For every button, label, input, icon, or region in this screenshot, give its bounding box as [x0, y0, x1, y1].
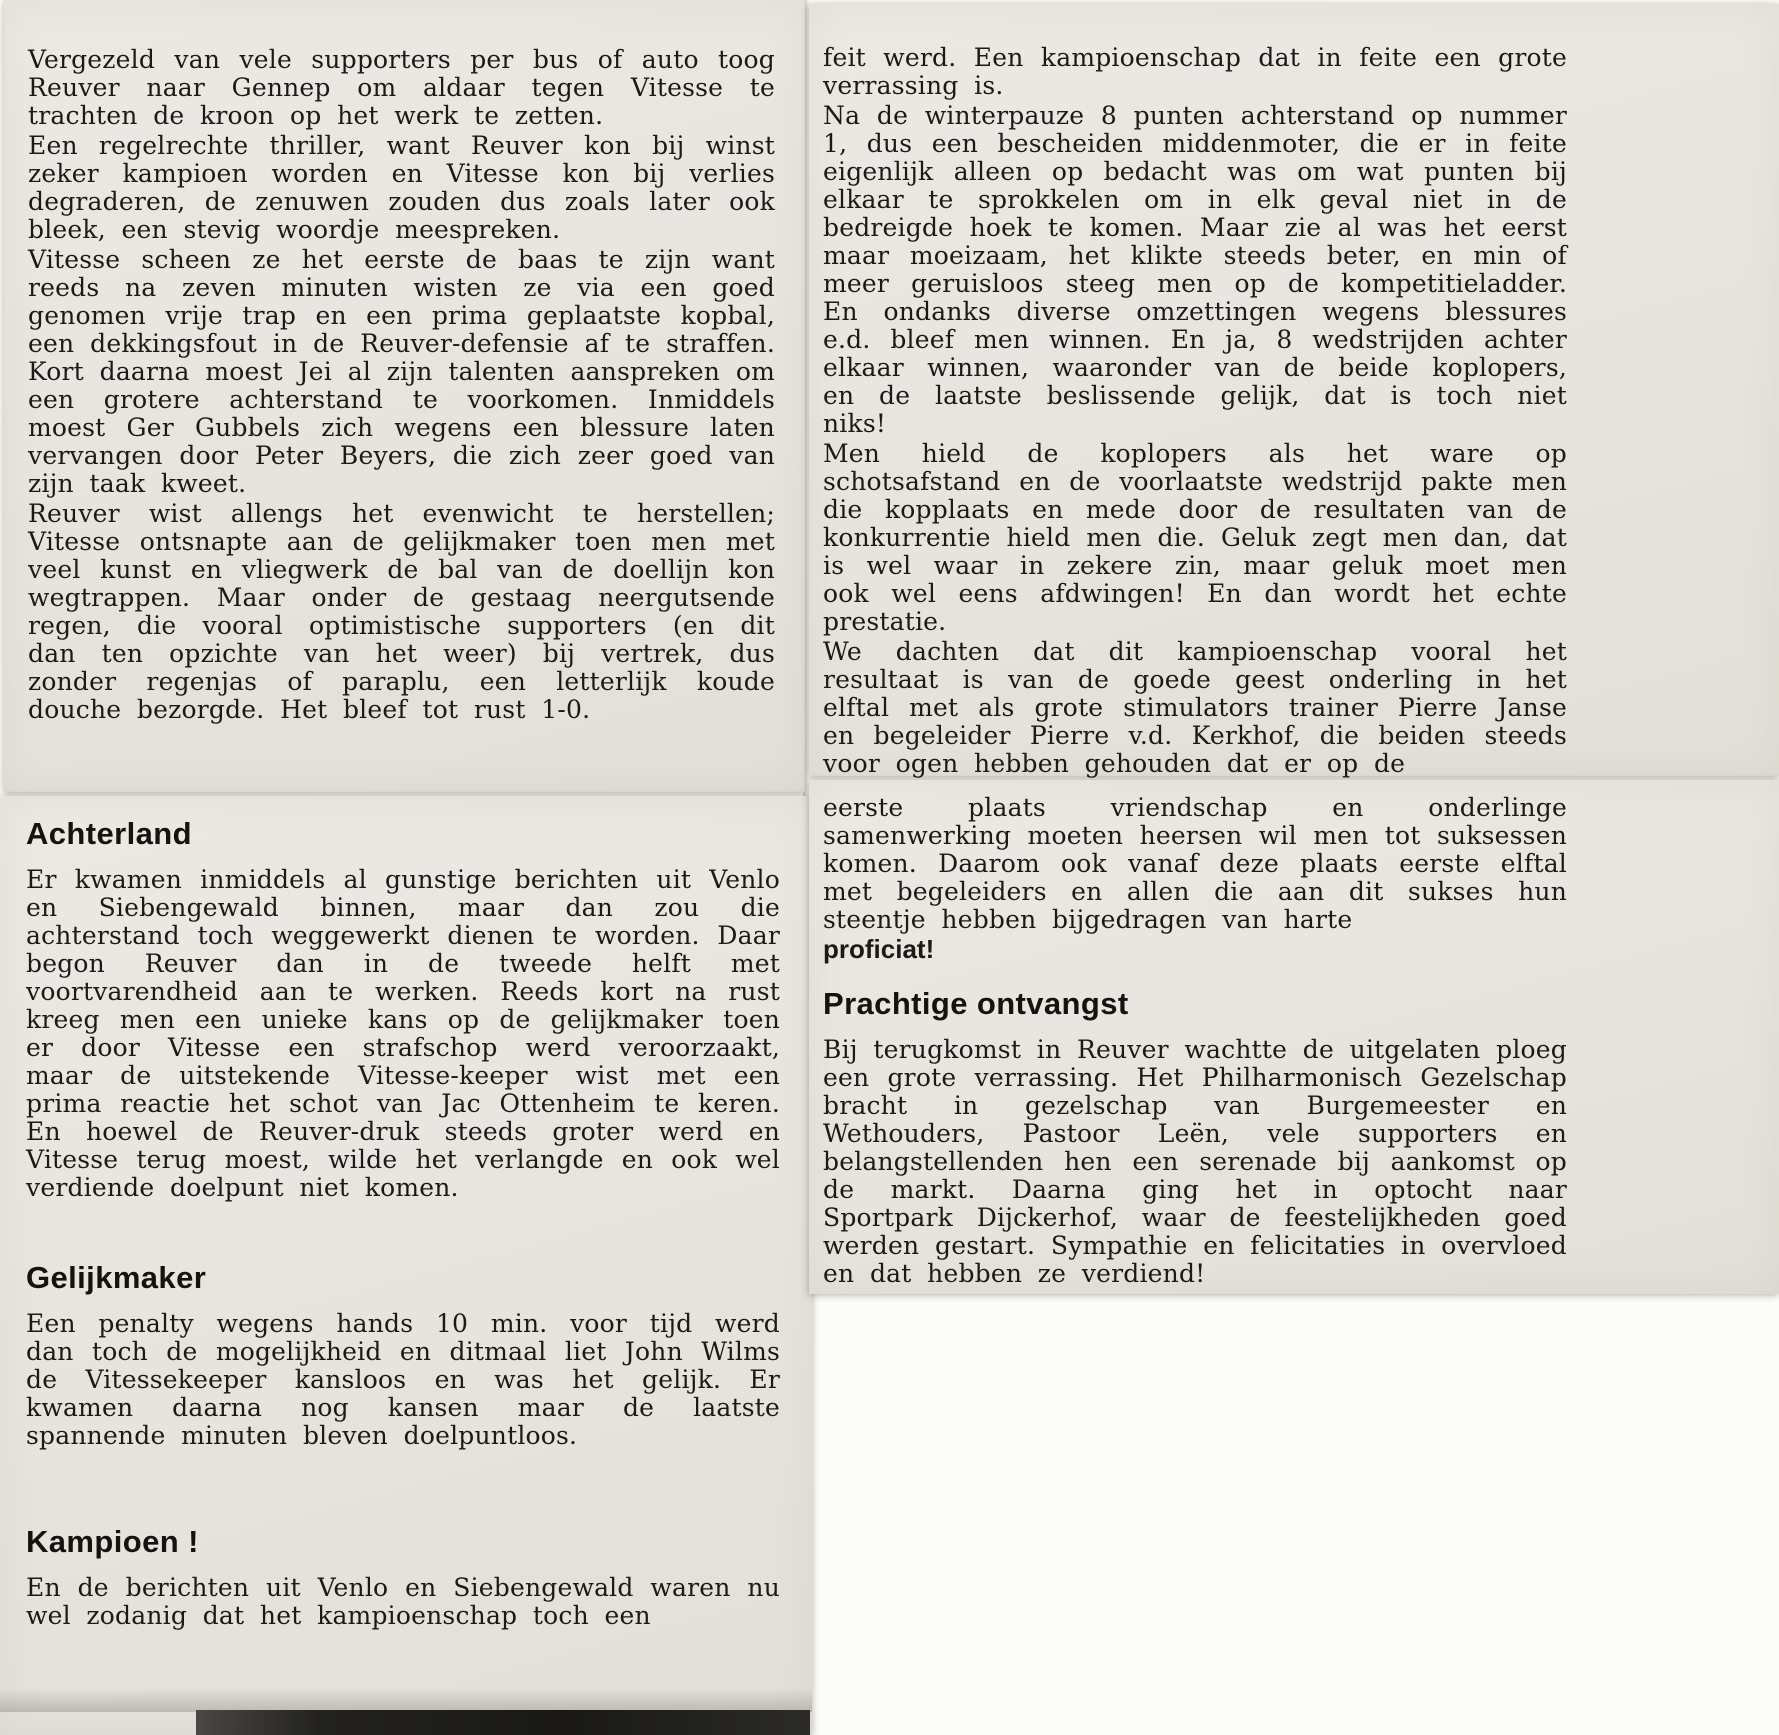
section-achterland	[26, 816, 780, 1202]
article-paragraph: Een regelrechte thriller, want Reuver kon bij winst zeker kampioen worden en Vitesse kon bij verlies degraderen, de zenuwen zouden dus zoals later ook bleek, een stevig woordje meespreken.	[28, 131, 775, 244]
section-heading: Gelijkmaker	[26, 1260, 207, 1295]
article-paragraph: Reuver wist allengs het evenwicht te herstellen; Vitesse ontsnapte aan de gelijkmaker toen men met veel kunst en vliegwerk de bal van de doellijn kon wegtrappen. Maar onder de gestaag neergutsende regen, die vooral optimistische supporters (en dit dan ten opzichte van het weer) bij vertrek, dus zonder regenjas of paraplu, een letterlijk koude douche bezorgde. Het bleef tot rust 1-0.	[28, 499, 775, 724]
section-heading: Achterland	[26, 816, 192, 851]
article-paragraph: En de berichten uit Venlo en Siebengewald waren nu wel zodanig dat het kampioenschap toch een	[26, 1573, 780, 1630]
article-paragraph: eerste plaats vriendschap en onderlinge samenwerking moeten heersen wil men tot suksessen komen. Daarom ook vanaf deze plaats eerste elftal met begeleiders en allen die aan dit sukses hun steentje hebben bijgedragen van harte	[823, 793, 1567, 934]
article-paragraph: Vergezeld van vele supporters per bus of auto toog Reuver naar Gennep om aldaar tegen Vitesse te trachten de kroon op het werk te zetten.	[28, 45, 775, 130]
scan-edge-strip	[196, 1710, 810, 1735]
section-kampioen	[26, 1524, 780, 1630]
section-prachtige-ontvangst	[823, 986, 1567, 1288]
section-gelijkmaker	[26, 1260, 780, 1450]
proficiat-emphasis: proficiat!	[823, 934, 935, 964]
article-paragraph: We dachten dat dit kampioenschap vooral het resultaat is van de goede geest onderling in het elftal met als grote stimulators trainer Pierre Janse en begeleider Pierre v.d. Kerkhof, die beiden steeds voor ogen hebben gehouden dat er op de	[823, 637, 1567, 778]
article-paragraph: Er kwamen inmiddels al gunstige berichten uit Venlo en Siebengewald binnen, maar dan zou die achterstand toch weggewerkt dienen te worden. Daar begon Reuver dan in de tweede helft met voortvarendheid aan te werken. Reeds kort na rust kreeg men een unieke kans op de gelijkmaker toen er door Vitesse een strafschop werd veroorzaakt, maar de uitstekende Vitesse-keeper wist met een prima reactie het schot van Jac Ottenheim te keren. En hoewel de Reuver-druk steeds groter werd en Vitesse terug moest, wilde het verlangde en ook wel verdiende doelpunt niet komen.	[26, 865, 780, 1202]
article-paragraph: Een penalty wegens hands 10 min. voor tijd werd dan toch de mogelijkheid en ditmaal liet John Wilms de Vitessekeeper kansloos en was het gelijk. Er kwamen daarna nog kansen maar de laatste spannende minuten bleven doelpuntloos.	[26, 1309, 780, 1450]
scan-edge-shadow	[0, 1688, 812, 1712]
section-heading: Prachtige ontvangst	[823, 986, 1129, 1021]
article-paragraph: Vitesse scheen ze het eerste de baas te zijn want reeds na zeven minuten wisten ze via een goed genomen vrije trap en een prima geplaatste kopbal, een dekkingsfout in de Reuver-defensie af te straffen. Kort daarna moest Jei al zijn talenten aanspreken om een grotere achterstand te voorkomen. Inmiddels moest Ger Gubbels zich wegens een blessure laten vervangen door Peter Beyers, die zich zeer goed van zijn taak kweet.	[28, 245, 775, 498]
article-paragraph: Bij terugkomst in Reuver wachtte de uitgelaten ploeg een grote verrassing. Het Philharmonisch Gezelschap bracht in gezelschap van Burgemeester en Wethouders, Pastoor Leën, vele supporters en belangstellenden hen een serenade bij aankomst op de markt. Daarna ging het in optocht naar Sportpark Dijckerhof, waar de feestelijkheden goed werden gestart. Sympathie en felicitaties in overvloed en dat hebben ze verdiend!	[823, 1035, 1567, 1288]
clipping-left-bottom	[0, 796, 812, 1735]
article-paragraph: Na de winterpauze 8 punten achterstand op nummer 1, dus een bescheiden middenmoter, die er in feite eigenlijk alleen op bedacht was om wat punten bij elkaar te sprokkelen om in elk geval niet in de bedreigde hoek te komen. Maar zie al was het eerst maar moeizaam, het klikte steeds beter, en min of meer geruisloos steeg men op de kompetitieladder. En ondanks diverse omzettingen wegens blessures e.d. bleef men winnen. En ja, 8 wedstrijden achter elkaar winnen, waaronder van de beide koplopers, en de laatste beslissende gelijk, dat is toch niet niks!	[823, 101, 1567, 438]
clipping-left-top	[4, 0, 805, 792]
article-paragraph: Men hield de koplopers als het ware op schotsafstand en de voorlaatste wedstrijd pakte men die kopplaats en mede door de resultaten van de konkurrentie hield men die. Geluk zegt men dan, dat is wel waar in zekere zin, maar geluk moet men ook wel eens afdwingen! En dan wordt het echte prestatie.	[823, 439, 1567, 636]
section-heading: Kampioen !	[26, 1524, 199, 1559]
clipping-right-bottom	[809, 780, 1779, 1294]
clipping-right-top	[809, 4, 1779, 776]
article-paragraph: feit werd. Een kampioenschap dat in feite een grote verrassing is.	[823, 43, 1567, 100]
